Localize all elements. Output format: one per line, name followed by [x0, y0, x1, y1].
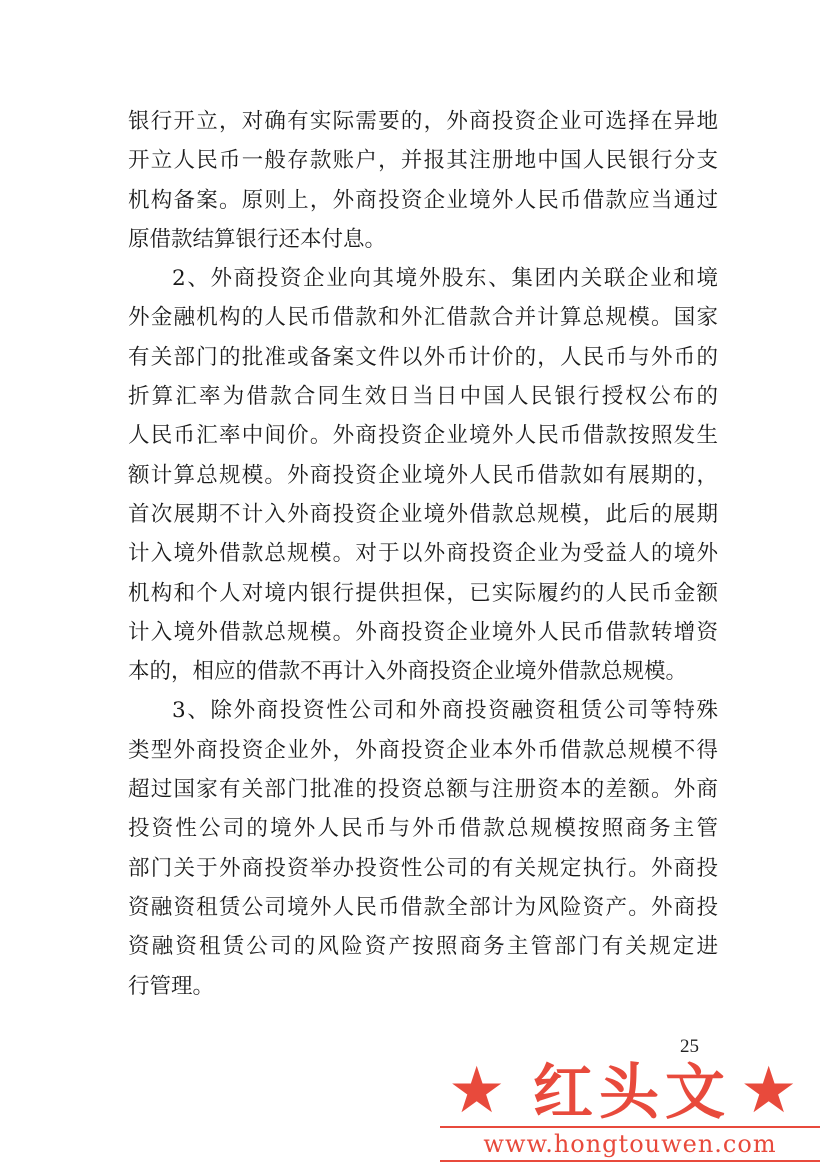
- text-line: 人民币汇率中间价。外商投资企业境外人民币借款按照发生: [128, 423, 718, 449]
- text-line: 机构和个人对境内银行提供担保，已实际履约的人民币金额: [128, 580, 718, 606]
- paragraph-continued: [128, 102, 718, 259]
- paragraph-3: [128, 691, 718, 1005]
- text-line: 本的，相应的借款不再计入外商投资企业境外借款总规模。: [128, 659, 688, 685]
- text-line: 银行开立，对确有实际需要的，外商投资企业可选择在异地: [128, 109, 718, 134]
- text-line: 资融资租赁公司境外人民币借款全部计为风险资产。外商投: [128, 894, 718, 920]
- text-line: 投资性公司的境外人民币与外币借款总规模按照商务主管: [128, 816, 718, 842]
- page-number: 25: [680, 1036, 699, 1057]
- text-line: 机构备案。原则上，外商投资企业境外人民币借款应当通过: [128, 187, 718, 213]
- watermark-title: 红头文: [533, 1058, 731, 1128]
- text-line: 资融资租赁公司的风险资产按照商务主管部门有关规定进: [128, 934, 718, 960]
- star-icon: ★: [740, 1054, 798, 1128]
- text-line: 超过国家有关部门批准的投资总额与注册资本的差额。外商: [128, 777, 718, 803]
- text-line: 有关部门的批准或备案文件以外币计价的，人民币与外币的: [128, 344, 718, 370]
- text-line: 额计算总规模。外商投资企业境外人民币借款如有展期的，: [128, 462, 718, 488]
- watermark-divider: [440, 1160, 820, 1162]
- text-line: 折算汇率为借款合同生效日当日中国人民银行授权公布的: [128, 384, 718, 410]
- text-line: 原借款结算银行还本付息。: [128, 226, 387, 252]
- text-line: 外金融机构的人民币借款和外汇借款合并计算总规模。国家: [128, 305, 718, 331]
- text-line: 计入境外借款总规模。外商投资企业境外人民币借款转增资: [128, 619, 718, 645]
- text-line: 首次展期不计入外商投资企业境外借款总规模，此后的展期: [128, 501, 718, 527]
- text-line: 计入境外借款总规模。对于以外商投资企业为受益人的境外: [128, 541, 718, 567]
- watermark-url: www.hongtouwen.com: [483, 1130, 777, 1158]
- text-line: 2、外商投资企业向其境外股东、集团内关联企业和境: [172, 266, 718, 292]
- paragraph-2: [128, 259, 718, 691]
- star-icon: ★: [448, 1054, 506, 1128]
- text-line: 3、除外商投资性公司和外商投资融资租赁公司等特殊: [172, 698, 718, 724]
- text-line: 类型外商投资企业外，外商投资企业本外币借款总规模不得: [128, 737, 718, 763]
- text-line: 行管理。: [128, 973, 215, 999]
- document-body: [128, 102, 718, 1006]
- watermark-divider: [440, 1126, 820, 1128]
- watermark-title-row: [440, 1056, 820, 1126]
- text-line: 部门关于外商投资举办投资性公司的有关规定执行。外商投: [128, 855, 718, 881]
- text-line: 开立人民币一般存款账户，并报其注册地中国人民银行分支: [128, 148, 718, 174]
- watermark-logo: [440, 1048, 820, 1166]
